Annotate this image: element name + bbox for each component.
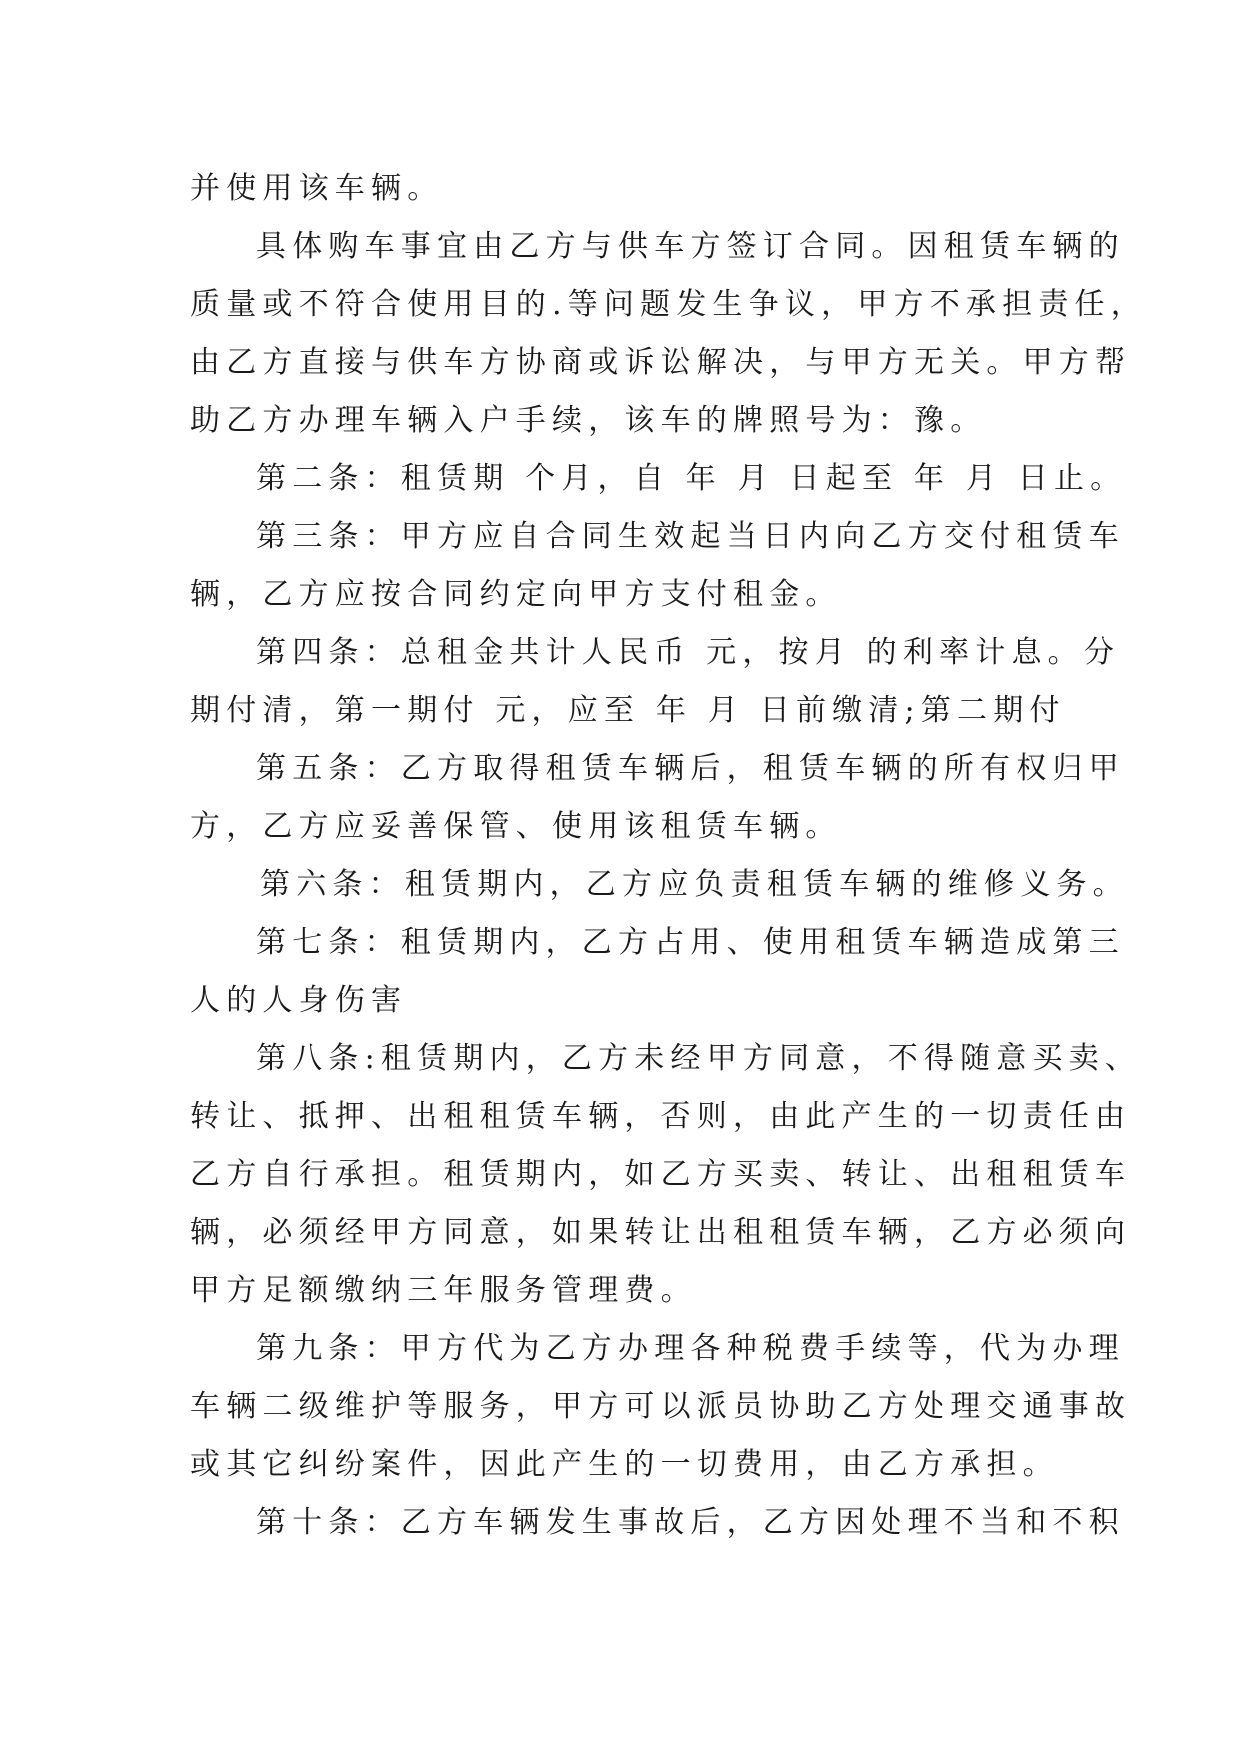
clause-10-line: 第十条：乙方车辆发生事故后，乙方因处理不当和不积 <box>256 1505 1125 1540</box>
clause-5-line: 第五条：乙方取得租赁车辆后，租赁车辆的所有权归甲 <box>256 751 1125 786</box>
text-line: 质量或不符合使用目的.等问题发生争议，甲方不承担责任， <box>190 287 1147 322</box>
clause-6-line: 第六条：租赁期内，乙方应负责租赁车辆的维修义务。 <box>260 867 1129 902</box>
text-line: 并使用该车辆。 <box>190 171 444 206</box>
text-line: 或其它纠纷案件，因此产生的一切费用，由乙方承担。 <box>190 1447 1059 1482</box>
text-line: 车辆二级维护等服务，甲方可以派员协助乙方处理交通事故 <box>190 1389 1132 1424</box>
text-line: 人的人身伤害 <box>190 983 408 1018</box>
text-line: 甲方足额缴纳三年服务管理费。 <box>190 1273 697 1308</box>
text-line: 辆，乙方应按合同约定向甲方支付租金。 <box>190 577 842 612</box>
text-line: 由乙方直接与供车方协商或诉讼解决，与甲方无关。甲方帮 <box>190 345 1132 380</box>
text-line: 助乙方办理车辆入户手续，该车的牌照号为：豫。 <box>190 403 987 438</box>
document-body <box>190 160 1147 1552</box>
clause-3-line: 第三条：甲方应自合同生效起当日内向乙方交付租赁车 <box>256 519 1125 554</box>
clause-7-line: 第七条：租赁期内，乙方占用、使用租赁车辆造成第三 <box>256 925 1125 960</box>
clause-4-line: 第四条：总租金共计人民币 元，按月 的利率计息。分 <box>256 635 1121 670</box>
text-line: 辆，必须经甲方同意，如果转让出租租赁车辆，乙方必须向 <box>190 1215 1132 1250</box>
clause-2-line: 第二条：租赁期 个月，自 年 月 日起至 年 月 日止。 <box>256 461 1127 496</box>
text-line: 转让、抵押、出租租赁车辆，否则，由此产生的一切责任由 <box>190 1099 1132 1134</box>
text-line: 方，乙方应妥善保管、使用该租赁车辆。 <box>190 809 842 844</box>
clause-9-line: 第九条：甲方代为乙方办理各种税费手续等，代为办理 <box>256 1331 1125 1366</box>
text-line: 具体购车事宜由乙方与供车方签订合同。因租赁车辆的 <box>256 229 1125 264</box>
clause-8-line: 第八条:租赁期内，乙方未经甲方同意，不得随意买卖、 <box>256 1041 1142 1076</box>
text-line: 期付清，第一期付 元，应至 年 月 日前缴清;第二期付 <box>190 693 1066 728</box>
text-line: 乙方自行承担。租赁期内，如乙方买卖、转让、出租租赁车 <box>190 1157 1132 1192</box>
